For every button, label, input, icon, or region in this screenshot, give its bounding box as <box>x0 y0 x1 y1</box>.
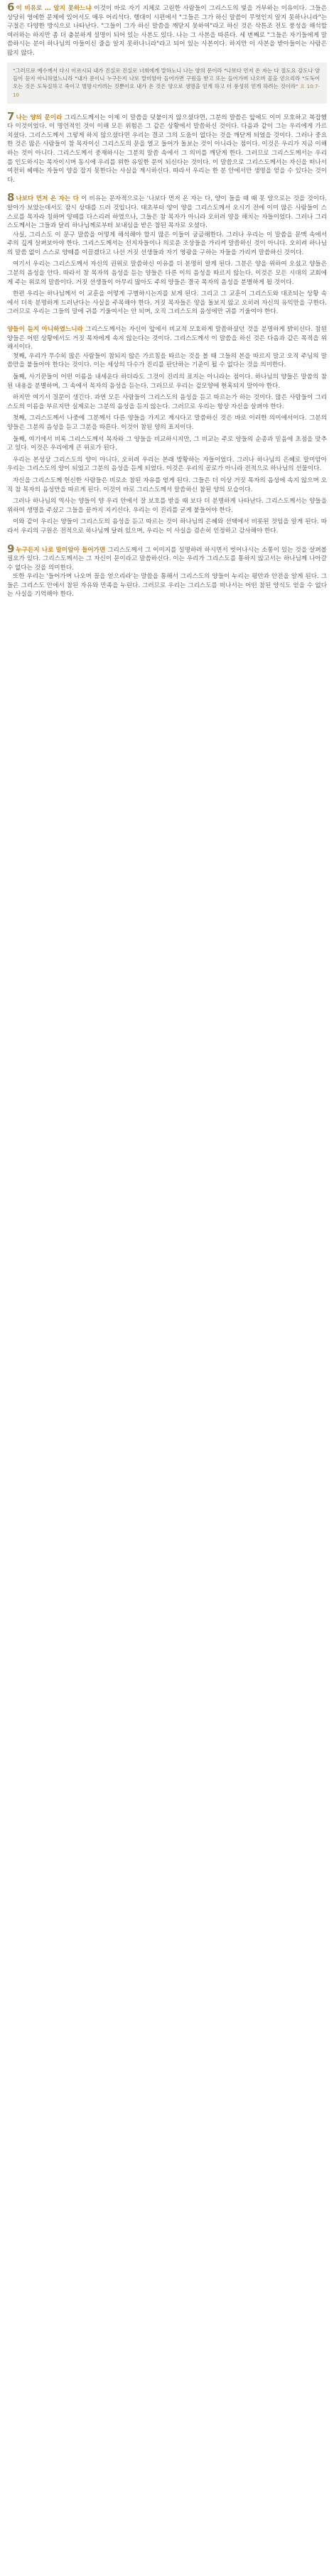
paragraph: 사실, 그리스도 이 문구 말씀을 어떻게 해석해야 할지 많은 이들이 궁금해한다. 그러나 우리는 이 말씀을 문맥 속에서 주의 깊게 살펴보아야 한다. 그리스도께서는 선지자들이나 의로운 조상들을 가리켜 말씀하신 것이 아니다. 오히려 하나님의 말씀 없이 스스로 양떼를 이끌겠다고 나선 거짓 선생들과 자기 영광을 구하는 자들을 가리켜 말씀하신 것이다. <box>7 231 327 256</box>
commentary-page <box>7 0 327 599</box>
paragraph: 우리는 본성상 그리스도의 양이 아니다. 오히려 우리는 본래 방황하는 자들이었다. 그러나 하나님의 은혜로 말미암아 우리는 그리스도의 양이 되었고 그분의 음성을 듣게 되었다. 이것은 우리의 공로가 아니라 전적으로 하나님의 선물이다. <box>7 456 327 473</box>
paragraph: 둘째, 사기꾼들이 어떤 이름을 내세운다 하더라도 그것이 진리의 표지는 아니라는 점이다. 하나님의 양들은 말씀의 참된 내용을 분별하며, 그 속에서 목자의 음성을 듣는다. 그러므로 우리는 겉모양에 현혹되지 말아야 한다. <box>7 373 327 390</box>
section-head <box>7 109 327 185</box>
section-number: 6 <box>7 1 15 13</box>
section-subheading: 나는 양의 문이라 <box>16 114 63 121</box>
section-number: 8 <box>7 191 15 204</box>
section-head <box>7 3 327 58</box>
section-lead: 그리스도께서는 자신이 앞에서 비교적 모호하게 말씀하셨던 것을 분명하게 밝히신다. 참된 양들은 어떤 상황에서도 거짓 목자에게 속지 않는다는 것이다. 그리스도께서 이 말씀을 하신 것은 다음과 같은 목적을 위해서이다. <box>7 326 327 351</box>
section-head <box>7 542 327 573</box>
quote-text: "그러므로 예수께서 다시 이르시되 내가 진실로 진실로 너희에게 말하노니 나는 양의 문이라 "나보다 먼저 온 자는 다 절도요 강도나 양들이 듣지 아니하였느니라 "내가 문이니 누구든지 나로 말미암아 들어가면 구원을 받고 또는 들어가며 나오며 꼴을 얻으리라 "도둑이 오는 것은 도둑질하고 죽이고 멸망시키려는 것뿐이요 내가 온 것은 양으로 생명을 얻게 하고 더 풍성히 얻게 하려는 것이라" <box>13 67 320 89</box>
section-head <box>7 325 327 352</box>
scripture-quote <box>7 62 327 104</box>
section-subheading: 누구든지 나로 말미암아 들어가면 <box>16 546 106 554</box>
section-number: 9 <box>7 542 15 555</box>
paragraph: 하지만 여기서 질문이 생긴다. 과연 모든 사람들이 그리스도의 음성을 듣고 따르는가 하는 것이다. 많은 사람들이 그리스도의 이름을 부르지만 실제로는 그분의 음성을 듣지 않는다. 그러므로 우리는 항상 자신을 살펴야 한다. <box>7 394 327 410</box>
paragraph: 그러나 하나님의 역사는 양들이 양 우리 안에서 잘 보호를 받을 때 보다 더 분명하게 나타난다. 그리스도께서는 양들을 위하여 생명을 주셨고 그들을 끝까지 지키신다. 우리는 이 진리를 굳게 붙들어야 한다. <box>7 498 327 514</box>
section-subheading: 양들이 듣지 아니하였느니라 <box>7 326 83 334</box>
quote-reference: 요 10:7-10 <box>13 83 320 98</box>
section-head <box>7 193 327 230</box>
section-subheading: 나보다 먼저 온 자는 다 <box>16 195 79 203</box>
paragraph: 또한 우리는 '들어가며 나오며 꼴을 얻으리라'는 말씀을 통해서 그리스도의 양들이 누리는 평안과 안전을 알게 된다. 그들은 그리스도 안에서 참된 자유와 만족을 누린다. 그러므로 우리는 그리스도를 떠나서는 어떤 참된 양식도 얻을 수 없다는 사실을 기억해야 한다. <box>7 573 327 599</box>
paragraph: 여기서 우리는 그리스도께서 자신의 권위로 말씀하신 이유를 더 분명히 알게 된다. 그분은 양을 위하여 오셨고 양들은 그분의 음성을 안다. 따라서 참 목자의 음성을 듣는 양들은 다른 이의 음성을 따르지 않는다. 이것은 모든 시대의 교회에게 주는 위로의 말씀이다. 거짓 선생들이 아무리 많아도 주의 양들은 결국 목자의 음성을 분별하게 될 것이다. <box>7 261 327 286</box>
paragraph: 첫째, 그리스도께서 나중에 그분께서 다른 양들을 가지고 계시다고 말씀하신 것은 바로 이러한 의미에서이다. 그분의 양들은 그분의 음성을 듣고 그분을 따른다. 이것이 참된 양의 표지이다. <box>7 415 327 431</box>
section-7 <box>7 109 327 185</box>
section-6 <box>7 3 327 104</box>
paragraph: 첫째, 우리가 무수히 많은 사람들이 참되지 않은 가르침을 따르는 것을 볼 때 그들의 본을 따르지 말고 오직 주님의 말씀만을 붙들어야 한다는 것이다. 이는 세상의 다수가 진리를 판단하는 기준이 될 수 없다는 것을 의미한다. <box>7 352 327 369</box>
section-lead: 그리스도께서 그 이미지를 설명하려 하시면서 벗어나시는 소통이 있는 것을 살펴볼 필요가 있다. 그리스도께서는 그 자신이 문이라고 말씀하신다. 이는 우리가 그리스도를 통하지 않고서는 하나님께 나아갈 수 없다는 것을 의미한다. <box>7 546 327 572</box>
section-sheep-did-not-hear <box>7 325 327 535</box>
paragraph: 둘째, 여기에서 비록 그리스도께서 목자와 그 양들을 비교하시지만, 그 비교는 주로 양들의 순종과 믿음에 초점을 맞추고 있다. 이것은 우리에게 큰 위로가 된다. <box>7 435 327 452</box>
section-subheading: 이 비유로 … 알지 못하느냐 <box>16 5 92 12</box>
section-lead: 이것이 바로 자기 지체로 고린한 사람들이 그리스도의 빛을 거부하는 이유이다. 그들은 상당히 영에한 문제에 있어서도 매우 어리석다. 행대이 시편에서 "그들은 그가 하신 말씀이 무엇인지 알지 못하나니라"는 구절은 다양한 방식으로 나타난다. "그들이 그가 하신 말씀을 깨닫지 못하여"라고 하신 것은 삭튼조 전도 풍성을 해석할 여러하는 하지만 좀 더 충분하게 설명이 되어 있는 사본도 있다. 나는 그 사본을 따른다. 세 번째로 "그들은 자기들에게 말씀하시는 분이 하나님의 아들이신 줄을 알지 못하나니라"라고 되어 있는 사본이다. 하지만 이 사본을 받아들이는 사람은 많지 않다. <box>7 5 327 57</box>
paragraph: 자신을 그리스도께 헌신한 사람들은 비로소 참된 자유를 얻게 된다. 그들은 더 이상 거짓 목자의 음성에 속지 않으며 오직 참 목자의 음성만을 따르게 된다. 이것이 바로 그리스도께서 말씀하신 참된 양의 모습이다. <box>7 476 327 493</box>
section-lead: 이 비유는 문자적으로는 '나보다 먼저 온 자는 다, 양이 들을 때 때 못 양으로는 것을 것이다. 알아가 보았는데서도 잠시 상태를 드러 것입니다. 태초부터 양이 양을 그리스도께서 오시기 전에 이미 많은 사람들이 스스로를 목자라 칭하며 양떼를 다스리려 하였으나, 그들은 참 목자가 아니라 오히려 양을 해치는 자들이었다. 그러나 그리스도께서는 그들과 달리 하나님께로부터 보내심을 받은 참된 목자로 오셨다. <box>7 195 328 230</box>
paragraph: 한편 우리는 하나님께서 이 교훈을 어떻게 구별하시는지를 보게 된다. 그리고 그 교훈이 그리스도와 대조되는 상황 속에서 더욱 분명하게 드러난다는 사실을 주목해야 한다. 거짓 목자들은 양을 돌보지 않고 오히려 자신의 유익만을 구한다. 그러므로 우리는 그들의 말에 귀를 기울여서는 안 되며, 오직 그리스도의 음성에만 귀를 기울여야 한다. <box>7 290 327 316</box>
section-9 <box>7 542 327 600</box>
section-number: 7 <box>7 109 15 123</box>
paragraph: 이와 같이 우리는 양들이 그리스도의 음성을 듣고 따르는 것이 하나님의 은혜와 선택에서 비롯된 것임을 알게 된다. 따라서 우리의 구원은 전적으로 하나님께 달려 있으며, 우리는 이 사실을 겸손히 인정하고 감사해야 한다. <box>7 518 327 535</box>
section-8 <box>7 193 327 317</box>
section-lead: 그리스도께서는 이제 이 말씀을 덧붙이지 않으셨다면, 그분의 말씀은 앞에도 이미 모호하고 복잡했다 이것이었다. 이 명언적인 것이 이해 모든 위험은 그 같은 상황에서 말씀하신 것이다. 다음과 같이 그는 우리에게 가르치셨다. 그리스도께서 그렇게 하지 않으셨다면 우리는 결코 그의 도움이 없다는 것을 깨닫게 되었을 것이다. 그러나 중요한 것은 많은 사람들이 참 목자이신 그리스도의 문을 열고 들어가 돌보는 것이 아니라는 점이다. 이것은 우리가 지금 이해하는 것이 아니다. 그리스도께서 중재하시는 그분의 말씀 속에서 그 의미를 깨닫게 한다. 그러므로 그리스도께서는 우리를 인도하시는 목자이시며 동시에 우리를 위한 유일한 문이 되신다는 것이다. 이 말씀으로 그리스도께서는 자신을 떠나서 여전히 헤매는 자들이 양을 잡지 못한다는 사실을 계시하신다. 따라서 우리는 한 분 안에서만 생명을 얻을 수 있다는 것이다. <box>7 114 327 184</box>
